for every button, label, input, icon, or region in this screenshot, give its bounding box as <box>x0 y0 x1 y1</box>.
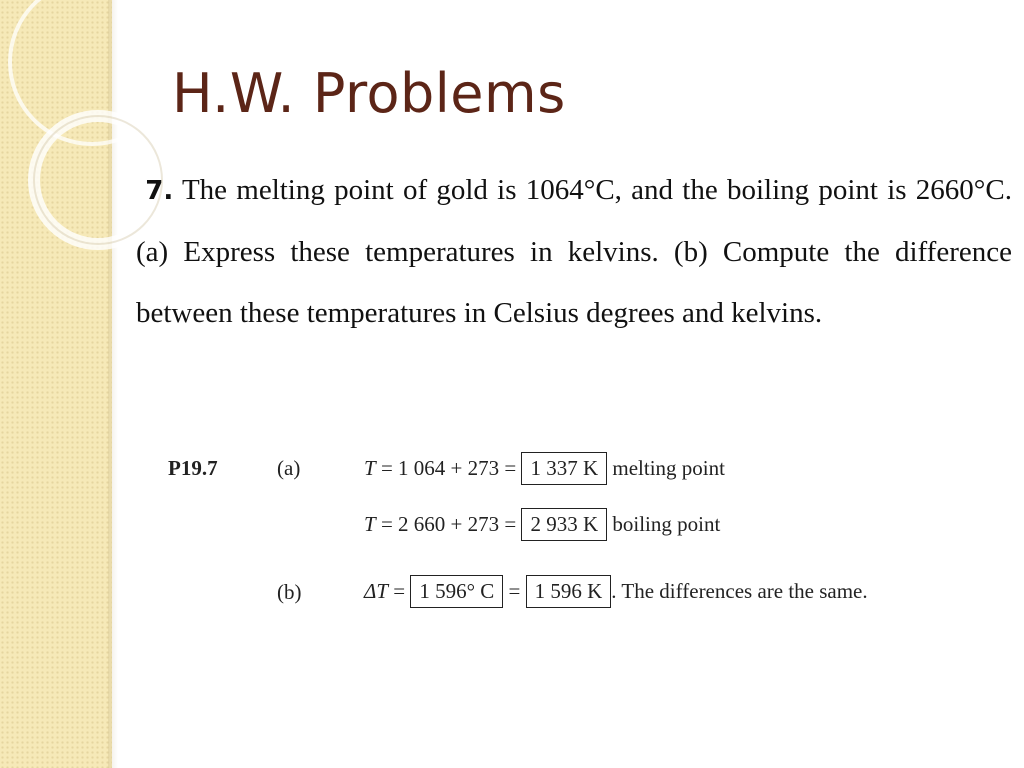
difference-kelvin-result: 1 596 K <box>526 575 612 608</box>
equals-sign: = <box>393 579 406 603</box>
melting-point-note: melting point <box>612 456 725 480</box>
problem-text: The melting point of gold is 1064°C, and the boiling point is 2660°C. (a) Express these temperatures in kelvins. (b) Compute the difference between these temperatures in Celsius degrees and kelvins. <box>136 174 1012 329</box>
delta-t-variable: ΔT <box>364 579 389 603</box>
temperature-variable: T <box>364 456 376 480</box>
difference-equation <box>364 575 868 608</box>
part-a-label: (a) <box>277 456 301 480</box>
problem-statement <box>136 160 1012 344</box>
boiling-point-result: 2 933 K <box>521 508 607 541</box>
boiling-expression: = 2 660 + 273 = <box>380 512 517 536</box>
boiling-point-note: boiling point <box>612 512 721 536</box>
difference-celsius-result: 1 596° C <box>410 575 503 608</box>
melting-point-equation <box>364 452 725 485</box>
difference-note: . The differences are the same. <box>611 579 868 603</box>
problem-number: 7. <box>145 176 174 206</box>
melting-point-result: 1 337 K <box>521 452 607 485</box>
melting-expression: = 1 064 + 273 = <box>380 456 517 480</box>
solution-label: P19.7 <box>168 456 218 480</box>
equals-sign: = <box>508 579 521 603</box>
slide-title: H.W. Problems <box>172 62 566 125</box>
temperature-variable: T <box>364 512 376 536</box>
boiling-point-equation <box>364 508 720 541</box>
part-b-label: (b) <box>277 580 302 604</box>
